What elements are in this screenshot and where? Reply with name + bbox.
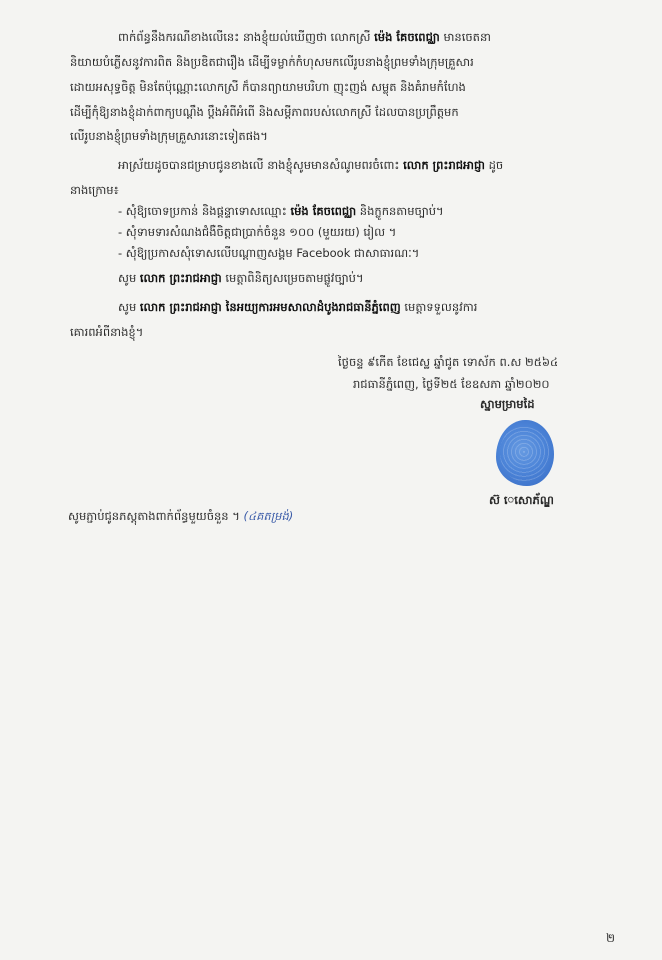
paragraph3-bold: លោក ព្រះរាជអាជ្ញា <box>139 271 222 285</box>
paragraph2-line1 <box>118 157 503 173</box>
paragraph1-line2: និយាយបំភ្លើសនូវការពិត និងប្រឌិតជារឿង ដើម្បីទម្លាក់កំហុសមកលើរូបនាងខ្ញុំព្រមទាំងក្រុមគ្រួសារ <box>70 55 474 69</box>
attachment-note <box>68 508 293 524</box>
paragraph4-pre: សូម <box>118 300 137 314</box>
prosecutor-title: លោក ព្រះរាជអាជ្ញា <box>403 158 485 172</box>
signer-name: ស៊ េសោភ័ណ្ឌ <box>489 493 554 507</box>
request-1-text: - សុំឱ្យចោទប្រកាន់ និងផ្ដន្ទាទោសឈ្មោះ <box>118 204 287 218</box>
paragraph3-pre: សូម <box>118 271 137 285</box>
paragraph3-post: មេត្តាពិនិត្យសម្រេចតាមផ្លូវច្បាប់។ <box>225 271 364 285</box>
request-1-tail: និងក្លូកនតាមច្បាប់។ <box>359 204 444 218</box>
thumbprint-label: ស្នាមម្រាមដៃ <box>480 397 535 411</box>
paragraph1-line4: ដើម្បីកុំឱ្យនាងខ្ញុំដាក់ពាក្យបណ្ដឹង ប្ដឹងអំពីអំពើ និងសម្ដីភាពរបស់លោកស្រី ដែលបានប្រព្រឹត្តមក <box>70 105 459 119</box>
paragraph4-post: មេត្តាទទួលនូវការ <box>404 300 478 314</box>
page-number: ២ <box>606 931 616 945</box>
request-item-2: - សុំទាមទារសំណងជំងឺចិត្តជាប្រាក់ចំនួន ១០០ (មួយរយ) រៀល ។ <box>118 225 397 239</box>
paragraph4-line2: គោរពអំពីនាងខ្ញុំ។ <box>70 325 144 339</box>
paragraph1-line1 <box>118 29 491 45</box>
paragraph4-bold: លោក ព្រះរាជអាជ្ញា នៃអយ្យការអមសាលាដំបូងរាជធានីភ្នំពេញ <box>139 300 401 314</box>
date-lunar: ថ្ងៃចន្ទ ៩កើត ខែជេស្ឋ ឆ្នាំជូត ទោស័ក ព.ស ២៥៦៤ <box>338 355 559 369</box>
request-item-3: - សុំឱ្យប្រកាសសុំទោសលើបណ្ដាញសង្គម Facebook ជាសាធារណៈ។ <box>118 246 420 260</box>
paragraph2-line2: នាងក្រោម៖ <box>70 183 119 197</box>
request-item-1 <box>118 203 444 219</box>
paragraph1-line1-tail: មានចេតនា <box>443 30 491 44</box>
attachment-note-text: សូមភ្ជាប់ជូនភស្តុតាងពាក់ព័ន្ធមួយចំនួន ។ <box>68 509 240 523</box>
paragraph1-line5: លើរូបនាងខ្ញុំព្រមទាំងក្រុមគ្រួសារនោះទៀតផង។ <box>70 129 268 143</box>
date-solar: រាជធានីភ្នំពេញ, ថ្ងៃទី២៥ ខែឧសភា ឆ្នាំ២០២០ <box>353 377 550 391</box>
paragraph2-text: អាស្រ័យដូចបានជម្រាបជូនខាងលើ នាងខ្ញុំសូមមានសំណូមពរចំពោះ <box>118 158 400 172</box>
paragraph2-tail: ដូច <box>488 158 504 172</box>
accused-name: ម៉េង គែចពេជ្ឈា <box>374 30 440 44</box>
paragraph1-line1-text: ពាក់ព័ន្ធនឹងករណីខាងលើនេះ នាងខ្ញុំយល់ឃើញថា លោកស្រី <box>118 30 371 44</box>
request-1-name: ម៉េង គែចពេជ្ឈា <box>290 204 357 218</box>
attachment-handwritten: (៤គតម្រង់) <box>243 509 294 523</box>
paragraph1-line3: ដោយអសុទ្ធចិត្ត មិនតែប៉ុណ្ណោះលោកស្រី ក៏បានព្យាយាមបរិហា ញុះញង់ សម្លុត និងគំរាមកំហែង <box>70 80 466 94</box>
paragraph3 <box>118 270 364 286</box>
paragraph4-line1 <box>118 299 477 315</box>
thumbprint-ridges <box>500 424 550 482</box>
